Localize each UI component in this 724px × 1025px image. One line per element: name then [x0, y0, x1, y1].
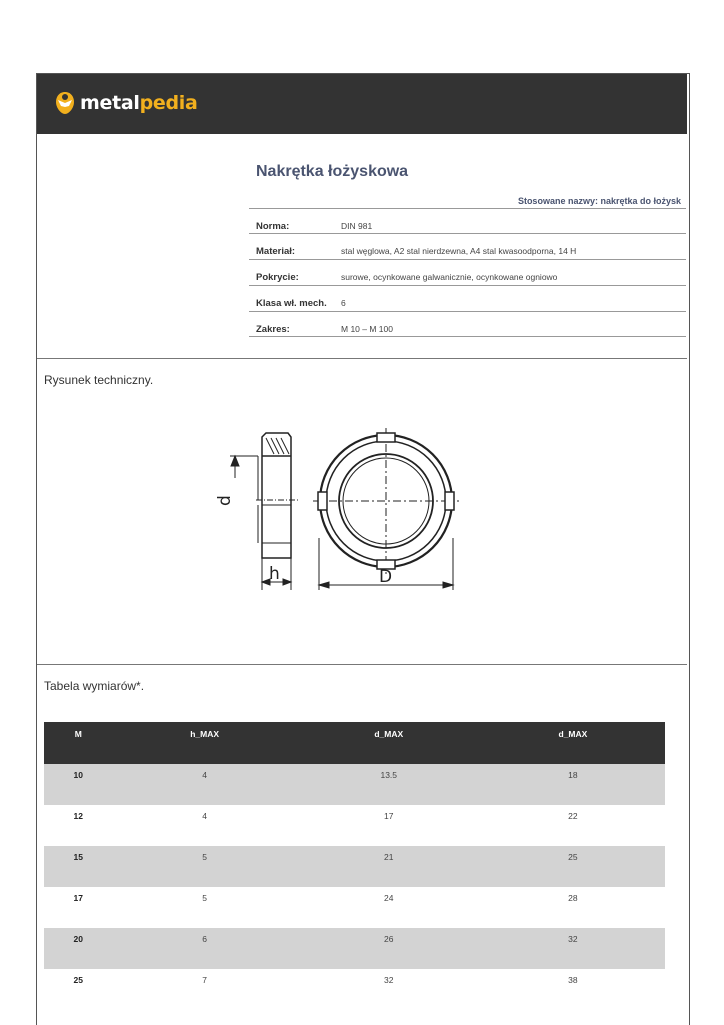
- table-cell: 4: [113, 764, 297, 805]
- spec-value: DIN 981: [341, 221, 373, 231]
- table-cell: 28: [568, 893, 578, 903]
- logo-text-metal: metal: [80, 92, 140, 114]
- spec-label: Norma:: [256, 221, 290, 232]
- spec-row-coating: [249, 259, 686, 285]
- table-cell: 4: [202, 811, 207, 821]
- section-divider: [37, 664, 687, 665]
- spec-label: Zakres:: [256, 324, 290, 335]
- logo-wordmark: [80, 92, 198, 114]
- table-cell: 32: [481, 928, 665, 969]
- column-header: M: [44, 722, 113, 764]
- spec-row-range: [249, 311, 686, 337]
- column-header: d_MAX: [481, 722, 665, 764]
- table-cell: 25: [481, 846, 665, 887]
- table-row: [44, 928, 665, 969]
- spec-table: [249, 208, 686, 337]
- table-cell: 13.5: [297, 764, 481, 805]
- column-header: h_MAX: [113, 722, 297, 764]
- table-cell: 18: [481, 764, 665, 805]
- dimension-h-label: h: [269, 564, 280, 584]
- dimensions-table: [44, 722, 665, 1010]
- table-cell: 5: [202, 893, 207, 903]
- site-header: [37, 74, 687, 134]
- spec-label: Pokrycie:: [256, 272, 299, 283]
- table-cell: 10: [44, 764, 113, 805]
- table-cell: 20: [44, 928, 113, 969]
- table-cell: 7: [202, 975, 207, 985]
- technical-drawing: [215, 428, 468, 598]
- metalpedia-logo-icon: [54, 90, 76, 116]
- table-cell: 12: [73, 811, 83, 821]
- table-cell: 21: [297, 846, 481, 887]
- table-cell: 38: [568, 975, 578, 985]
- table-row: [44, 846, 665, 887]
- table-cell: 5: [113, 846, 297, 887]
- spec-row-material: [249, 233, 686, 259]
- dimension-D-label: D: [379, 567, 393, 587]
- site-logo[interactable]: [54, 90, 198, 116]
- spec-value: M 10 – M 100: [341, 324, 393, 334]
- section-divider: [37, 358, 687, 359]
- table-row: [44, 805, 665, 846]
- table-header-row: [44, 722, 665, 764]
- product-title: Nakrętka łożyskowa: [256, 163, 409, 180]
- spec-row-class: [249, 285, 686, 311]
- spec-value: surowe, ocynkowane galwanicznie, ocynkowane ogniowo: [341, 272, 558, 282]
- table-cell: 32: [384, 975, 394, 985]
- table-cell: 22: [568, 811, 578, 821]
- spec-value: 6: [341, 298, 346, 308]
- table-cell: 17: [384, 811, 394, 821]
- table-cell: 6: [113, 928, 297, 969]
- table-cell: 26: [297, 928, 481, 969]
- column-header: d_MAX: [297, 722, 481, 764]
- table-cell: 15: [44, 846, 113, 887]
- table-cell: 17: [73, 893, 83, 903]
- drawing-section-title: Rysunek techniczny.: [44, 373, 154, 387]
- dimension-d-label: d: [215, 495, 235, 506]
- table-cell: 25: [73, 975, 83, 985]
- table-row: [44, 764, 665, 805]
- table-row: [44, 887, 665, 928]
- spec-value: stal węglowa, A2 stal nierdzewna, A4 stal kwasoodporna, 14 H: [341, 246, 577, 256]
- spec-label: Klasa wł. mech.: [256, 298, 327, 309]
- spec-row-norma: [249, 208, 686, 233]
- spec-label: Materiał:: [256, 246, 296, 257]
- product-other-names: Stosowane nazwy: nakrętka do łożysk: [517, 196, 681, 206]
- table-cell: 24: [384, 893, 394, 903]
- table-section-title: Tabela wymiarów*.: [44, 679, 145, 693]
- table-row: [44, 969, 665, 1010]
- logo-text-pedia: pedia: [139, 92, 198, 114]
